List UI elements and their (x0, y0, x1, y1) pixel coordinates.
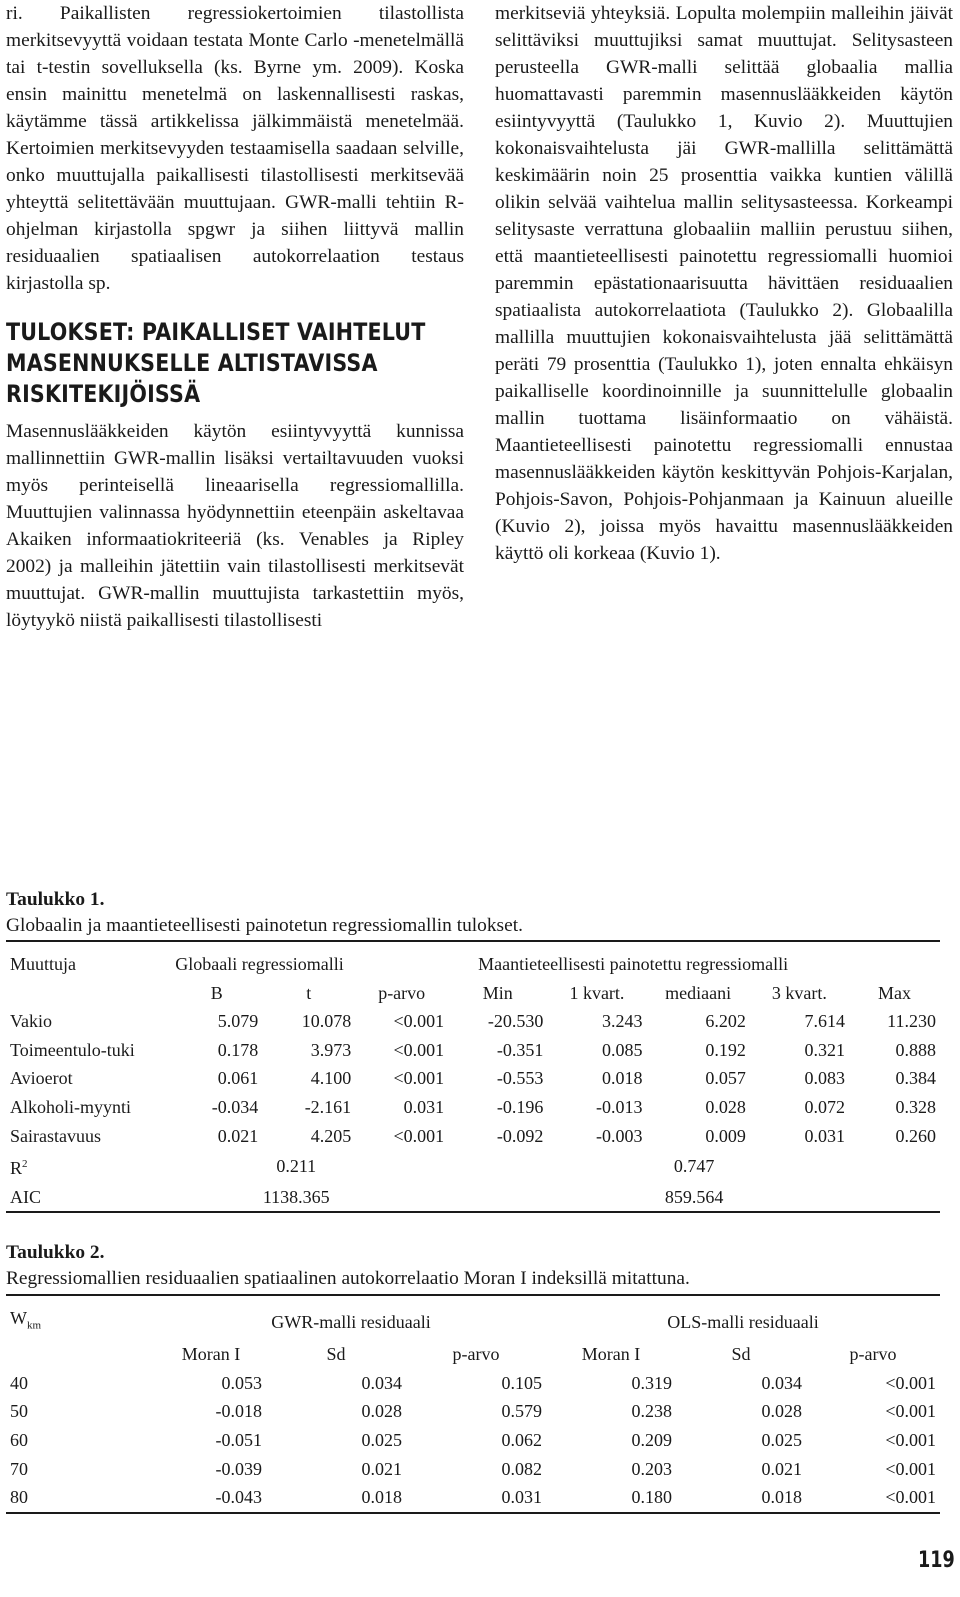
table2-row (6, 1455, 940, 1484)
table1-row (6, 1093, 940, 1122)
table1-r2-row (6, 1150, 940, 1183)
table1-group-header (6, 941, 940, 979)
table1-cell: -0.092 (496, 1125, 544, 1146)
heading-line: RISKITEKIJÖISSÄ (6, 380, 201, 408)
table1-cell: 11.230 (887, 1011, 936, 1032)
table2-row (6, 1397, 940, 1426)
table1-cell: 0.072 (804, 1096, 845, 1117)
table1-row-label: Sairastavuus (10, 1125, 101, 1146)
aic-global: 1138.365 (171, 1183, 355, 1213)
table1-row-label: Alkoholi-myynti (10, 1096, 131, 1117)
table2-cell: 0.028 (361, 1401, 402, 1422)
table1-row-label: Toimeentulo-tuki (10, 1039, 135, 1060)
table1-cell: <0.001 (393, 1068, 445, 1089)
table1-cell: -0.034 (211, 1096, 259, 1117)
table1-head-global: Globaali regressiomalli (171, 941, 448, 979)
table1-cell: -0.196 (496, 1096, 544, 1117)
table2-cell: 0.018 (266, 1483, 406, 1513)
table1-cell: -0.013 (596, 1096, 643, 1117)
table1-cell: 0.321 (804, 1039, 845, 1060)
table2-row (6, 1483, 940, 1513)
table1-cell: 0.384 (895, 1068, 936, 1089)
table1-cell: 0.021 (217, 1125, 259, 1146)
table1-cell: -2.161 (304, 1096, 352, 1117)
table1-cell: -20.530 (487, 1011, 544, 1032)
table1-subheader-cell: mediaani (665, 982, 732, 1003)
table2-cell: 0.018 (676, 1483, 806, 1513)
table1-row (6, 1007, 940, 1036)
table1-cell: -0.003 (596, 1125, 643, 1146)
table2-cell: <0.001 (806, 1483, 940, 1513)
table2-cell: <0.001 (885, 1429, 936, 1450)
table1-row (6, 1064, 940, 1093)
table1-aic-row (6, 1183, 940, 1213)
table1-cell: 0.083 (804, 1068, 845, 1089)
table1-cell: 7.614 (804, 1011, 845, 1032)
table1-subheader-cell: p-arvo (378, 982, 426, 1003)
table2-cell: 0.209 (631, 1429, 672, 1450)
page-number: 119 (918, 1548, 955, 1573)
table2-cell: 0.031 (406, 1483, 546, 1513)
table2 (6, 1294, 940, 1514)
aic-label: AIC (6, 1183, 171, 1213)
table2-cell: 0.319 (631, 1372, 672, 1393)
table1-cell: 0.888 (895, 1039, 936, 1060)
table1-cell: 0.085 (602, 1039, 643, 1060)
table2-cell: -0.039 (215, 1458, 262, 1479)
table2-cell: 0.105 (501, 1372, 542, 1393)
r2-label: R (10, 1158, 23, 1179)
table1-subheader-cell: 3 kvart. (771, 982, 827, 1003)
r2-gwr: 0.747 (673, 1156, 715, 1177)
table2-subheader-cell: p-arvo (849, 1344, 897, 1365)
table1-sub-header (6, 979, 940, 1008)
table2-row-label: 50 (10, 1401, 28, 1422)
table2-caption-text: Regressiomallien residuaalien spatiaalinen autokorrelaatio Moran I indeksillä mitattuna. (6, 1268, 690, 1289)
table1-cell: 0.028 (705, 1096, 746, 1117)
table1-cell: 0.260 (895, 1125, 936, 1146)
table1-cell: <0.001 (393, 1125, 445, 1146)
table2-cell: 0.203 (631, 1458, 672, 1479)
table1-subheader-cell: 1 kvart. (569, 982, 625, 1003)
body-paragraph: Masennuslääkkeiden käytön esiintyvyyttä kunnissa mallinnettiin GWR-mallin lisäksi vertailtavuuden vuoksi myös perinteisellä lineaarisella regressiomallilla. Muuttujien valinnassa hyödynnettiin eteenpäin askeltavaa Akaiken informaatiokriteeriä (ks. Venables ja Ripley 2002) ja malleihin jätettiin vain tilastollisesti merkitsevät muuttujat. GWR-mallin muuttujista tarkastettiin myös, löytyykö niistä paikallisesti tilastollisesti (6, 421, 464, 631)
table2-cell: 0.025 (761, 1429, 802, 1450)
table1-subheader-cell: Max (878, 982, 911, 1003)
table2-subheader-cell: Sd (326, 1344, 346, 1365)
table1-cell: 0.178 (217, 1039, 259, 1060)
table2-cell: -0.018 (215, 1401, 262, 1422)
table2-subheader-cell: Moran I (181, 1344, 241, 1365)
table1-cell: <0.001 (393, 1039, 445, 1060)
table2-cell: 0.238 (631, 1401, 672, 1422)
table2-head-ols: OLS-malli residuaali (546, 1295, 940, 1340)
table1-caption (6, 887, 523, 939)
table2-row-label: 70 (10, 1458, 28, 1479)
table1-label: Taulukko 1. (6, 889, 105, 910)
heading-line: TULOKSET: PAIKALLISET VAIHTELUT (6, 318, 426, 346)
table1-subheader-cell: Min (482, 982, 513, 1003)
table2-cell: 0.034 (761, 1372, 802, 1393)
table2-row-label: 80 (6, 1483, 156, 1513)
table1-cell: 3.243 (602, 1011, 643, 1032)
table1-cell: 0.061 (217, 1068, 259, 1089)
table2-cell: 0.021 (361, 1458, 402, 1479)
table1-cell: 0.328 (895, 1096, 936, 1117)
table1-cell: 0.057 (705, 1068, 746, 1089)
table2-sub-header (6, 1340, 940, 1369)
table2-cell: 0.579 (501, 1401, 542, 1422)
table2-subheader-cell: Sd (731, 1344, 751, 1365)
body-paragraph: merkitseviä yhteyksiä. Lopulta molempiin malleihin jäivät selittäviksi muuttujiksi samat muuttujat. Selitysasteen perusteella GWR-malli selittää globaalia mallia huomattavasti paremmin masennuslääkkeiden käytön esiintyvyyttä (Taulukko 1, Kuvio 2). Muuttujien kokonaisvaihtelusta jäi GWR-mallilla selittämättä keskimäärin noin 25 prosenttia vaikka kuntien välillä olikin selvää vaihtelua mallin selitysasteessa. Korkeampi selitysaste verrattuna globaaliin malliin perustuu siihen, että maantieteellisesti painotettu regressiomalli huomioi paremmin epästationaarisuutta hävittäen residuaalien spatiaalista autokorrelaatiota (Taulukko 2). Globaalilla mallilla muuttujien kokonaisvaihtelusta jää selittämättä peräti 79 prosenttia (Taulukko 1), joten ennalta ehkäisyn paikalliselle koordinoinnille ja suunnittelulle globaalin mallin tuottama lisäinformaatio on vähäistä. Maantieteellisesti painotettu regressiomalli ennustaa masennuslääkkeiden käytön keskittyvän Pohjois-Karjalan, Pohjois-Savon, Pohjois-Pohjanmaan ja Kainuun alueille (Kuvio 2), joissa myös havaittu masennuslääkkeiden käyttö oli korkeaa (Kuvio 1). (495, 3, 953, 564)
table1-cell: 10.078 (301, 1011, 352, 1032)
table1-cell: 0.192 (705, 1039, 746, 1060)
right-column (495, 0, 953, 567)
table1-row-label: Vakio (10, 1011, 52, 1032)
table1-cell: 6.202 (705, 1011, 746, 1032)
table2-row (6, 1369, 940, 1398)
body-paragraph: ri. Paikallisten regressiokertoimien tilastollista merkitsevyyttä voidaan testata Monte Carlo -menetelmällä tai t-testin sovelluksella (ks. Byrne ym. 2009). Koska ensin mainittu menetelmä on laskennallisesti raskas, käytämme tässä artikkelissa jälkimmäistä menetelmää. Kertoimien merkitsevyyden testaamisella saadaan selville, onko muuttujalla paikallisesti tilastollisesti merkitsevää yhteyttä selitettävään muuttujaan. GWR-malli tehtiin R-ohjelman kirjastolla spgwr ja siihen liittyvä mallin residuaalien spatiaalisen autokorrelaation testaus kirjastolla sp. (6, 3, 464, 294)
table2-subheader-cell: Moran I (581, 1344, 641, 1365)
table1-cell: -0.553 (496, 1068, 544, 1089)
table2-cell: -0.043 (156, 1483, 266, 1513)
table2-cell: <0.001 (885, 1458, 936, 1479)
table1-cell: 0.018 (602, 1068, 643, 1089)
table1-cell: 4.100 (310, 1068, 352, 1089)
table2-cell: -0.051 (215, 1429, 262, 1450)
table1-cell: 4.205 (310, 1125, 352, 1146)
table1-caption-text: Globaalin ja maantieteellisesti painotetun regressiomallin tulokset. (6, 915, 523, 936)
table2-cell: <0.001 (885, 1401, 936, 1422)
table2-cell: 0.025 (361, 1429, 402, 1450)
table1-row-label: Avioerot (10, 1068, 73, 1089)
table1-cell: 0.031 (804, 1125, 845, 1146)
table2-cell: <0.001 (885, 1372, 936, 1393)
table2-cell: 0.082 (501, 1458, 542, 1479)
table1-head-gwr: Maantieteellisesti painotettu regressiomalli (448, 941, 940, 979)
table1-subheader-cell: B (210, 982, 223, 1003)
table1-cell: 0.009 (705, 1125, 746, 1146)
table2-head-gwr: GWR-malli residuaali (156, 1295, 546, 1340)
table2-cell: 0.180 (546, 1483, 676, 1513)
table2-row (6, 1426, 940, 1455)
aic-gwr: 859.564 (448, 1183, 940, 1213)
table2-cell: 0.021 (761, 1458, 802, 1479)
table1-cell: <0.001 (393, 1011, 445, 1032)
table2-group-header (6, 1295, 940, 1340)
r2-superscript: 2 (22, 1158, 28, 1171)
table2-cell: 0.028 (761, 1401, 802, 1422)
table1-cell: 3.973 (310, 1039, 352, 1060)
table1-row (6, 1036, 940, 1065)
table2-subheader-cell: p-arvo (452, 1344, 500, 1365)
table1-cell: -0.351 (496, 1039, 544, 1060)
table2-caption (6, 1240, 690, 1292)
table2-row-label: 60 (10, 1429, 28, 1450)
table2-cell: 0.053 (221, 1372, 262, 1393)
table1-row (6, 1122, 940, 1151)
left-column (6, 0, 464, 634)
w-label: W (10, 1308, 27, 1328)
table1 (6, 940, 940, 1213)
table1-subheader-cell: t (306, 982, 312, 1003)
heading-line: MASENNUKSELLE ALTISTAVISSA (6, 349, 378, 377)
section-heading (6, 317, 453, 410)
r2-global: 0.211 (276, 1156, 317, 1177)
table1-cell: 0.031 (403, 1096, 445, 1117)
table2-cell: 0.034 (361, 1372, 402, 1393)
table1-head-variable: Muuttuja (6, 941, 171, 979)
table2-row-label: 40 (10, 1372, 28, 1393)
table2-label: Taulukko 2. (6, 1242, 105, 1263)
table2-cell: 0.062 (501, 1429, 542, 1450)
w-subscript: km (27, 1319, 42, 1332)
table1-cell: 5.079 (217, 1011, 259, 1032)
